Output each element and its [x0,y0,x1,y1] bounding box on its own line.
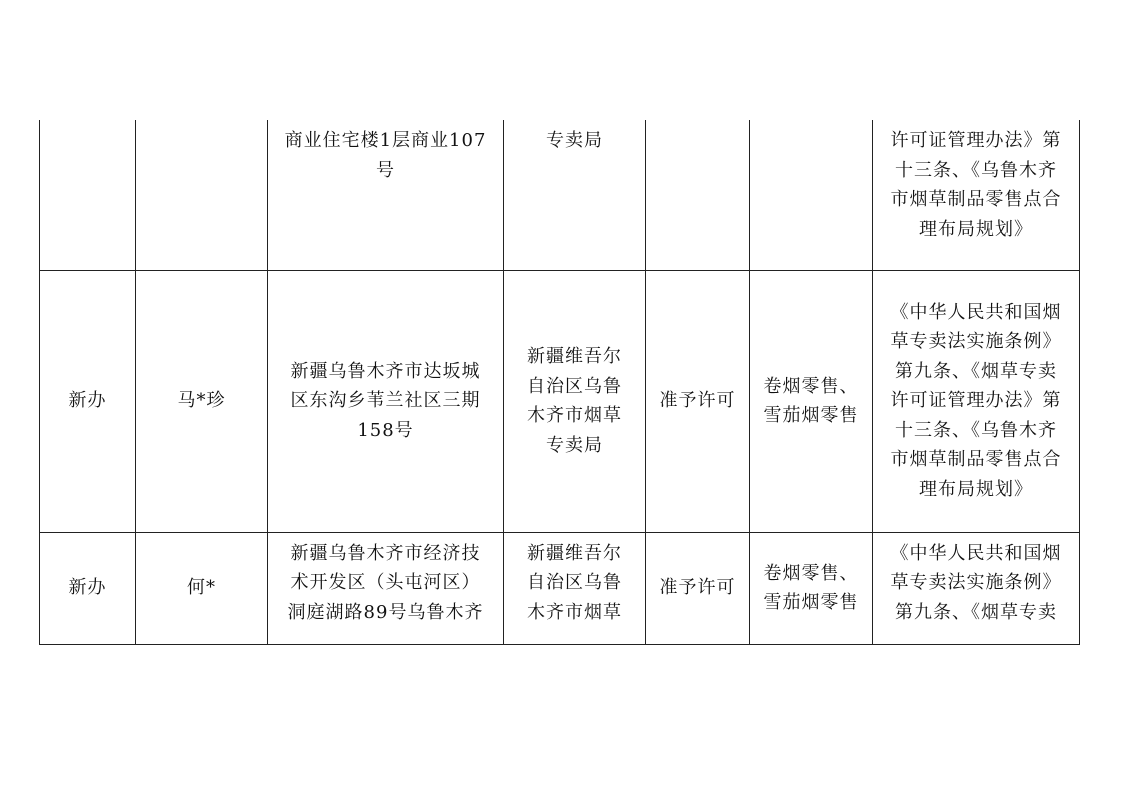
address-cell: 新疆乌鲁木齐市经济技 术开发区（头屯河区） 洞庭湖路89号乌鲁木齐 [268,532,504,644]
basis-cell: 《中华人民共和国烟 草专卖法实施条例》 第九条、《烟草专卖 [873,532,1080,644]
address-cell: 新疆乌鲁木齐市达坂城 区东沟乡苇兰社区三期 158号 [268,270,504,532]
scope-cell: 卷烟零售、 雪茄烟零售 [750,270,873,532]
decision-cell [646,120,750,270]
type-cell: 新办 [40,270,136,532]
table-row [40,532,1080,644]
authority-cell: 新疆维吾尔 自治区乌鲁 木齐市烟草 专卖局 [504,270,646,532]
table-row [40,270,1080,532]
name-cell: 何* [136,532,268,644]
authority-cell: 专卖局 [504,120,646,270]
name-cell: 马*珍 [136,270,268,532]
type-cell [40,120,136,270]
decision-cell: 准予许可 [646,270,750,532]
scope-cell: 卷烟零售、 雪茄烟零售 [750,532,873,644]
scope-cell [750,120,873,270]
authority-cell: 新疆维吾尔 自治区乌鲁 木齐市烟草 [504,532,646,644]
basis-cell: 许可证管理办法》第 十三条、《乌鲁木齐 市烟草制品零售点合 理布局规划》 [873,120,1080,270]
table-row [40,120,1080,270]
address-cell: 商业住宅楼1层商业107 号 [268,120,504,270]
name-cell [136,120,268,270]
basis-cell: 《中华人民共和国烟 草专卖法实施条例》 第九条、《烟草专卖 许可证管理办法》第 十三条、《乌鲁木齐 市烟草制品零售点合 理布局规划》 [873,270,1080,532]
type-cell: 新办 [40,532,136,644]
decision-cell: 准予许可 [646,532,750,644]
license-table [39,120,1080,645]
